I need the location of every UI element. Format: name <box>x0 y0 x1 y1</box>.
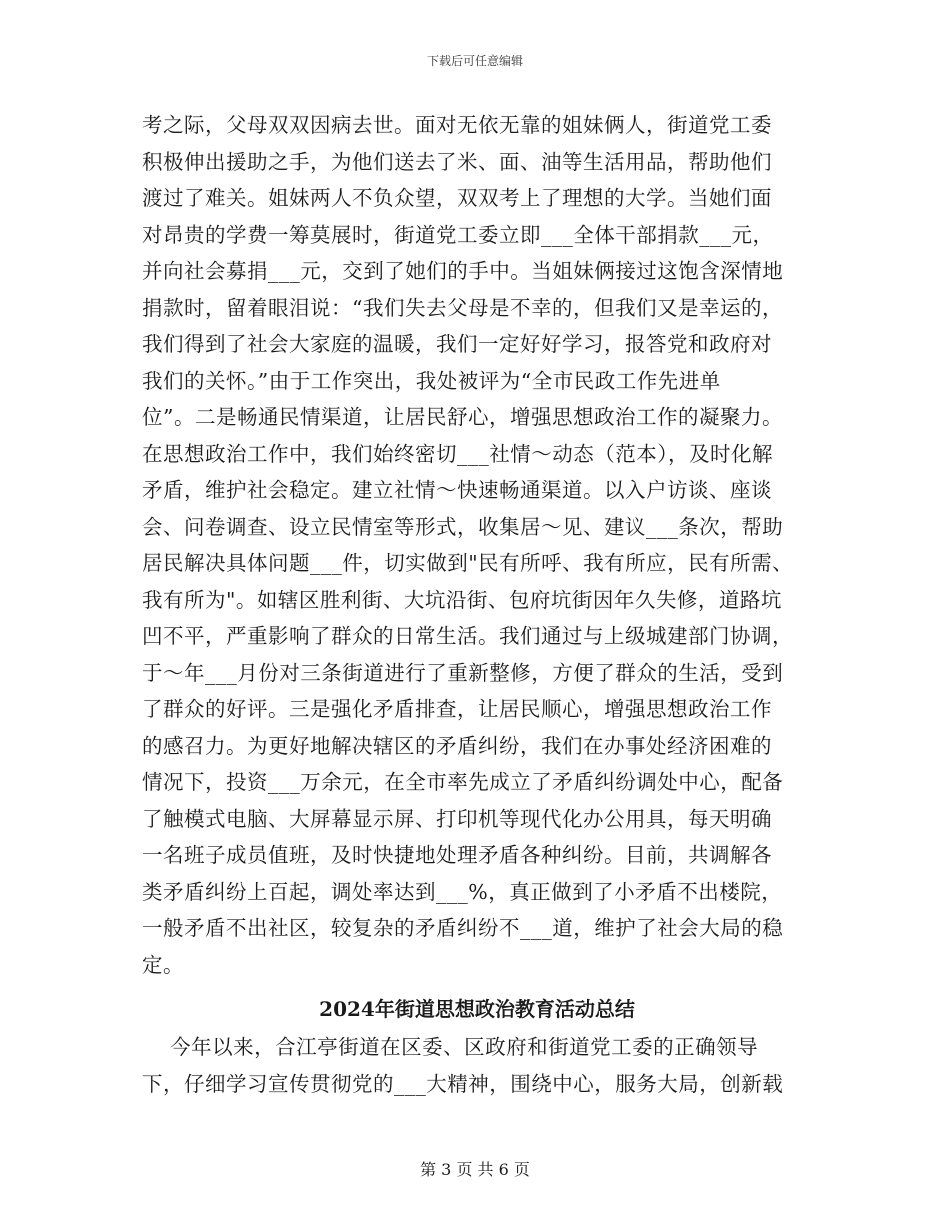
paragraph-line: 今年以来，合江亭街道在区委、区政府和街道党工委的正确领导 <box>142 1035 759 1059</box>
paragraph-line: 的感召力。为更好地解决辖区的矛盾纠纷，我们在办事处经济困难的 <box>142 733 772 758</box>
paragraph-line: 渡过了难关。姐妹两人不负众望，双双考上了理想的大学。当她们面 <box>142 186 772 210</box>
paragraph-line: 积极伸出援助之手，为他们送去了米、面、油等生活用品，帮助他们 <box>142 149 772 174</box>
paragraph-line: 捐款时，留着眼泪说：“我们失去父母是不幸的，但我们又是幸运的， <box>142 295 783 320</box>
paragraph-line: 下，仔细学习宣传贯彻党的___大精神，围绕中心，服务大局，创新载 <box>142 1071 784 1096</box>
paragraph-line: 并向社会募捐___元，交到了她们的手中。当姐妹俩接过这饱含深情地 <box>142 259 784 283</box>
paragraph-line: 位”。二是畅通民情渠道，让居民舒心，增强思想政治工作的凝聚力。 <box>142 405 783 429</box>
paragraph-line: 一名班子成员值班，及时快捷地处理矛盾各种纠纷。目前，共调解各 <box>142 843 772 867</box>
paragraph-line: 考之际，父母双双因病去世。面对无依无靠的姐妹俩人，街道党工委 <box>142 113 772 137</box>
page-header: 下载后可任意编辑 <box>426 54 523 68</box>
paragraph-line: 矛盾，维护社会稳定。建立社情～快速畅通渠道。以入户访谈、座谈 <box>142 478 772 502</box>
paragraph-line: 居民解决具体问题___件，切实做到"民有所呼、我有所应，民有所需、 <box>142 551 794 575</box>
page-number: 第 3 页 共 6 页 <box>420 1160 530 1179</box>
document-body <box>142 107 812 1102</box>
paragraph-line: 在思想政治工作中，我们始终密切___社情～动态（范本），及时化解 <box>142 441 773 466</box>
paragraph-line: 了群众的好评。三是强化矛盾排查，让居民顺心，增强思想政治工作 <box>142 697 772 721</box>
paragraph-line: 我们得到了社会大家庭的温暖，我们一定好好学习，报答党和政府对 <box>142 332 772 356</box>
paragraph-line: 一般矛盾不出社区，较复杂的矛盾纠纷不___道，维护了社会大局的稳 <box>142 916 784 940</box>
paragraph-line: 我们的关怀。”由于工作突出，我处被评为“全市民政工作先进单 <box>142 368 721 393</box>
section-title: 2024年街道思想政治教育活动总结 <box>319 997 635 1021</box>
paragraph-line: 凹不平，严重影响了群众的日常生活。我们通过与上级城建部门协调， <box>142 624 793 648</box>
paragraph-line: 于～年___月份对三条街道进行了重新整修，方便了群众的生活，受到 <box>142 660 784 685</box>
paragraph-line: 会、问卷调查、设立民情室等形式，收集居～见、建议___条次，帮助 <box>142 514 784 539</box>
paragraph-line: 了触模式电脑、大屏幕显示屏、打印机等现代化办公用具，每天明确 <box>142 806 772 831</box>
paragraph-line: 定。 <box>142 952 184 977</box>
paragraph-line: 类矛盾纠纷上百起，调处率达到___%，真正做到了小矛盾不出楼院， <box>142 879 783 904</box>
paragraph-line: 对昂贵的学费一筹莫展时，街道党工委立即___全体干部捐款___元， <box>142 222 774 247</box>
paragraph-line: 情况下，投资___万余元，在全市率先成立了矛盾纠纷调处中心，配备 <box>142 770 784 794</box>
paragraph-line: 我有所为"。如辖区胜利街、大坑沿街、包府坑街因年久失修，道路坑 <box>142 587 782 612</box>
